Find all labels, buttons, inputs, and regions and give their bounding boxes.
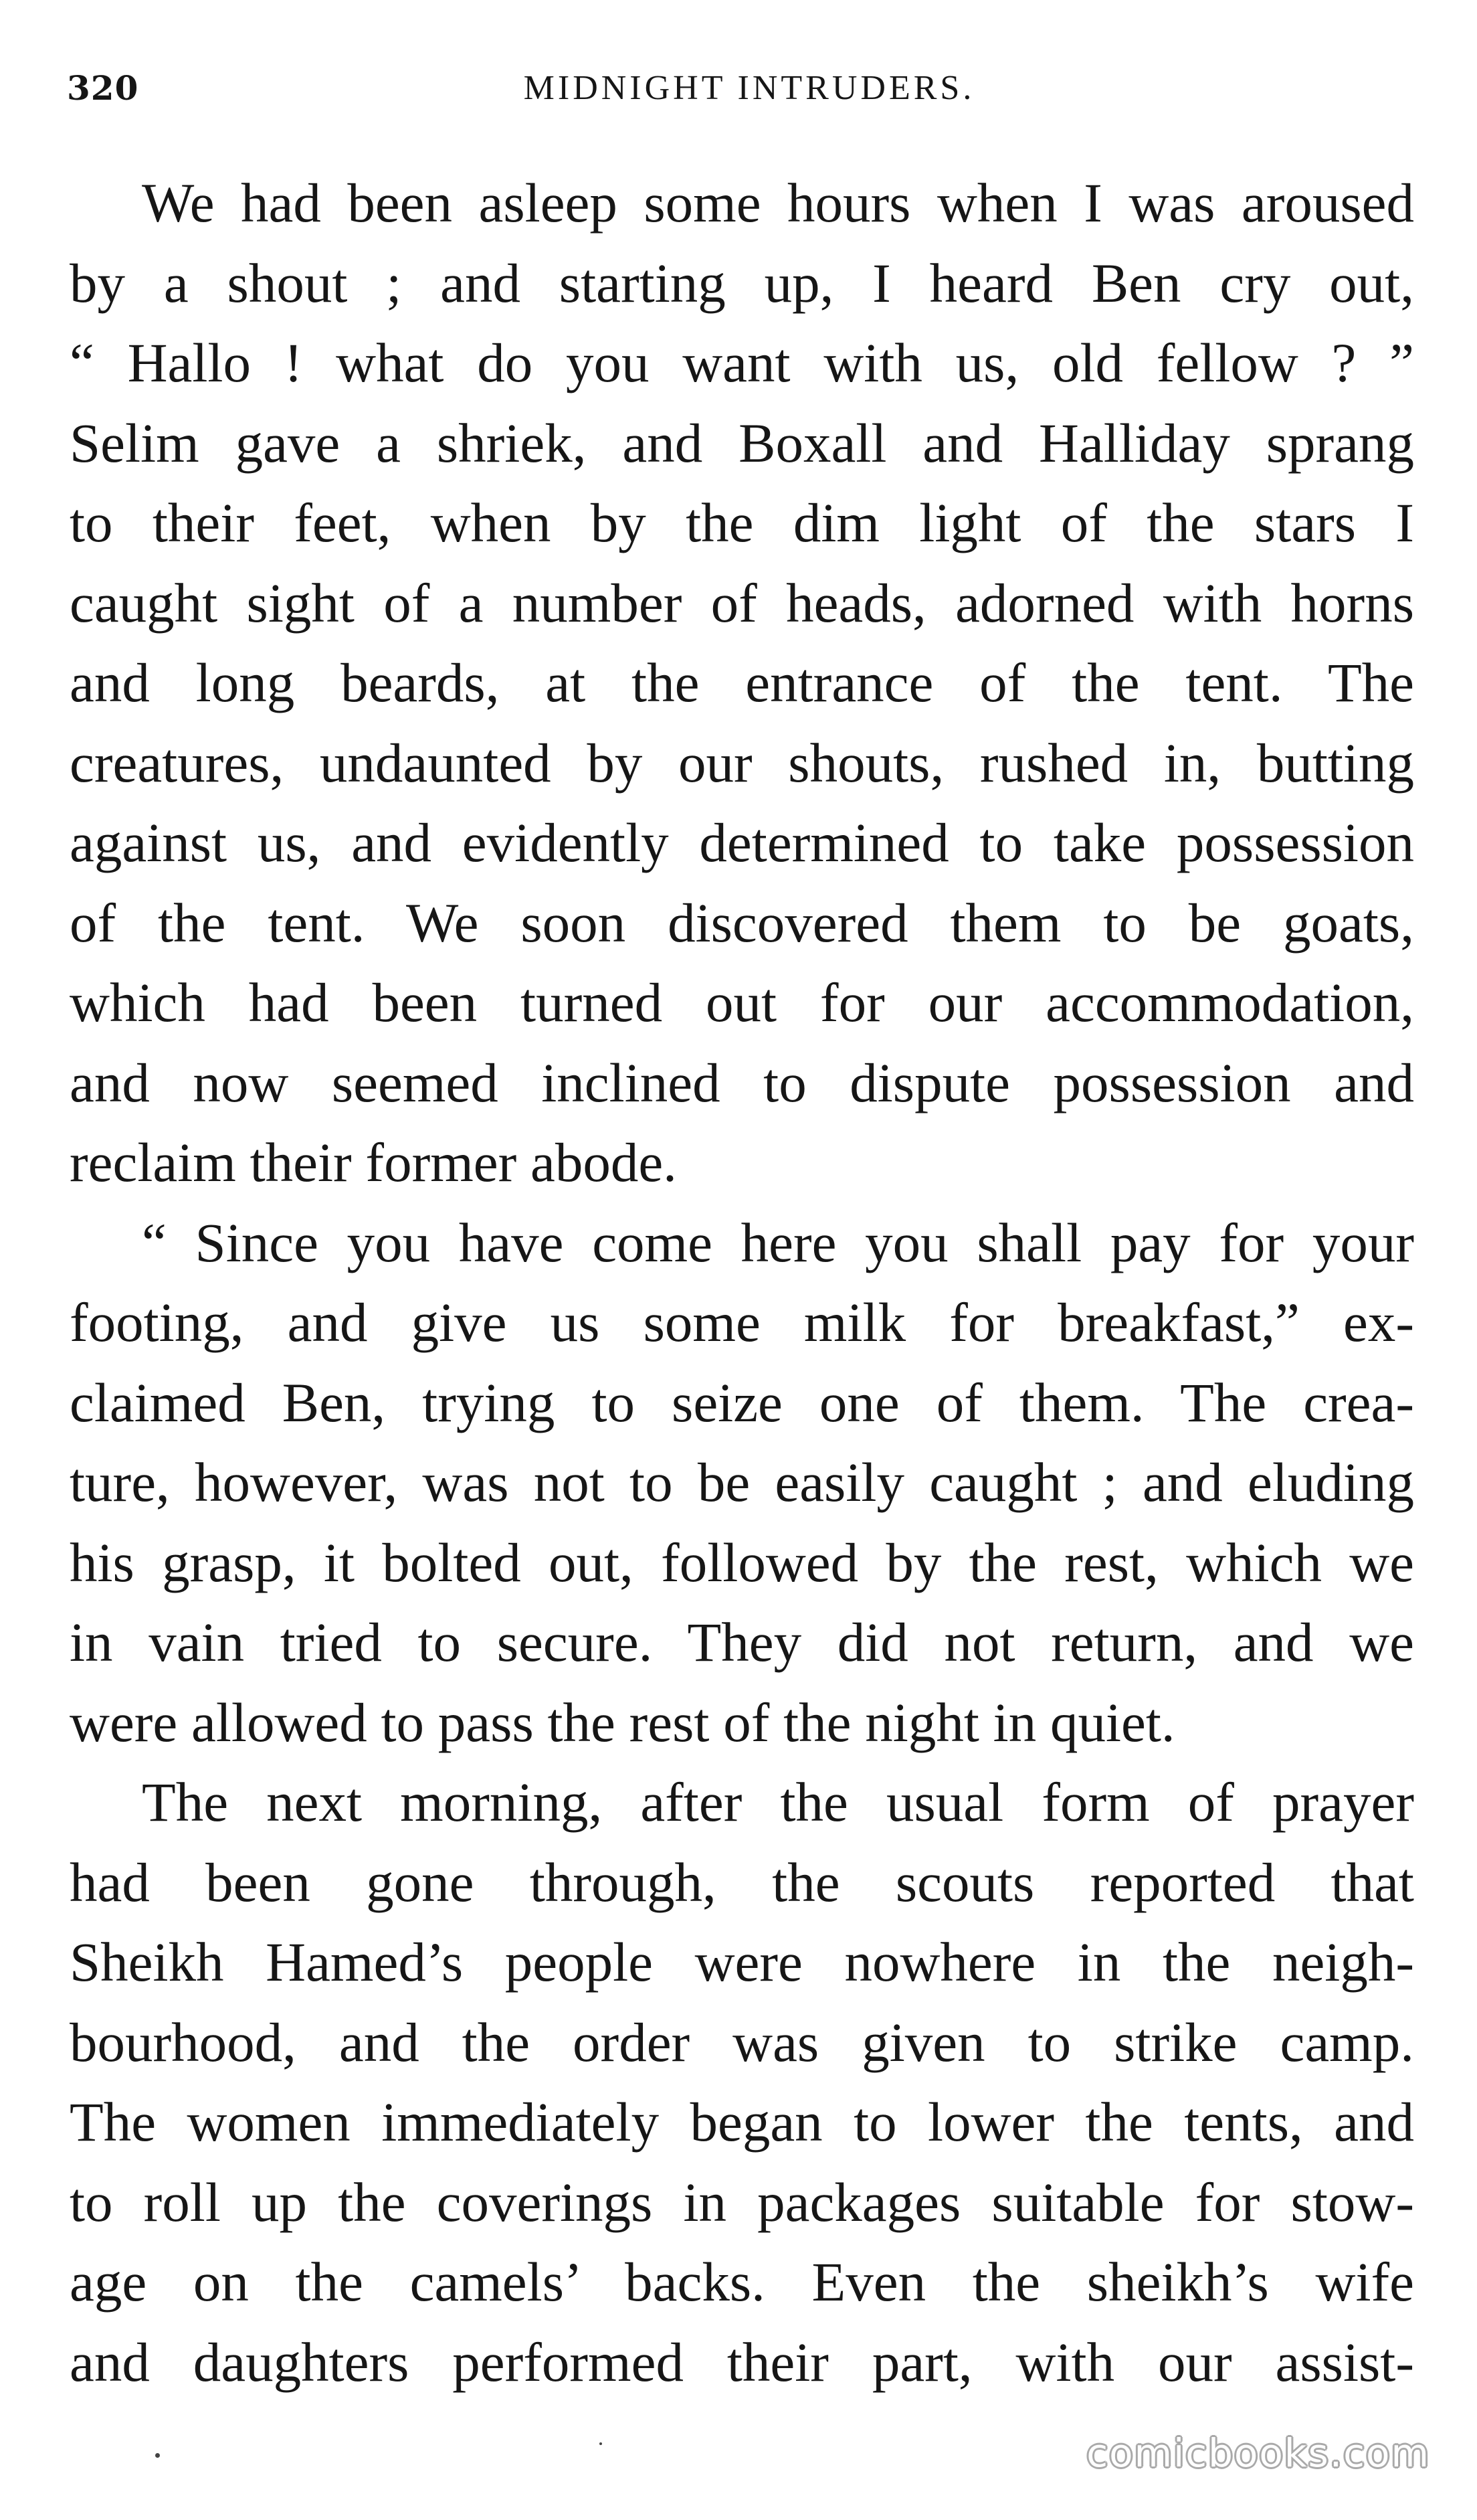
text-line: claimed Ben, trying to seize one of them. The crea-	[70, 1371, 1414, 1433]
watermark: comicbooks.com	[1086, 2430, 1430, 2476]
text-line: which had been turned out for our accommodation,	[70, 972, 1414, 1033]
text-line: to roll up the coverings in packages suitable for stow-	[70, 2171, 1414, 2233]
text-line: The next morning, after the usual form of prayer	[142, 1771, 1414, 1833]
text-line: by a shout ; and starting up, I heard Ben cry out,	[70, 252, 1414, 314]
text-line: “ Hallo ! what do you want with us, old fellow ? ”	[70, 332, 1414, 393]
page-header	[67, 62, 1432, 115]
body-text	[70, 163, 1414, 2402]
text-line: footing, and give us some milk for breakfast,” ex-	[70, 1291, 1414, 1353]
text-line: Selim gave a shriek, and Boxall and Halliday sprang	[70, 412, 1414, 474]
page-number: 320	[67, 68, 139, 108]
text-line: bourhood, and the order was given to strike camp.	[70, 2011, 1414, 2073]
text-line: creatures, undaunted by our shouts, rushed in, butting	[70, 731, 1414, 794]
text-line: and long beards, at the entrance of the tent. The	[70, 652, 1414, 713]
text-line: were allowed to pass the rest of the night in quiet.	[70, 1691, 1175, 1753]
text-line: age on the camels’ backs. Even the sheikh’s wife	[70, 2251, 1414, 2313]
text-line: reclaim their former abode.	[70, 1132, 677, 1193]
text-line: Sheikh Hamed’s people were nowhere in the neigh-	[70, 1931, 1414, 1993]
running-title: MIDNIGHT INTRUDERS.	[523, 69, 975, 107]
text-line: “ Since you have come here you shall pay for your	[142, 1211, 1414, 1273]
text-line: in vain tried to secure. They did not return, and we	[70, 1611, 1414, 1673]
text-line: his grasp, it bolted out, followed by the rest, which we	[70, 1531, 1414, 1593]
text-line: and daughters performed their part, with our assist-	[70, 2331, 1414, 2393]
text-line: ture, however, was not to be easily caught ; and eluding	[70, 1451, 1414, 1513]
text-line: We had been asleep some hours when I was aroused	[142, 172, 1414, 234]
print-speck	[155, 2453, 160, 2458]
print-speck	[599, 2442, 602, 2445]
text-line: to their feet, when by the dim light of the stars I	[70, 492, 1414, 553]
paragraph-2	[70, 1203, 1414, 1763]
text-line: caught sight of a number of heads, adorned with horns	[70, 571, 1414, 634]
text-line: had been gone through, the scouts reported that	[70, 1851, 1414, 1913]
text-line: The women immediately began to lower the tents, and	[70, 2091, 1414, 2153]
text-line: of the tent. We soon discovered them to be goats,	[70, 891, 1414, 954]
text-line: and now seemed inclined to dispute possession and	[70, 1051, 1414, 1113]
paragraph-1	[70, 163, 1414, 1203]
text-line: against us, and evidently determined to take possession	[70, 812, 1414, 873]
paragraph-3	[70, 1763, 1414, 2402]
